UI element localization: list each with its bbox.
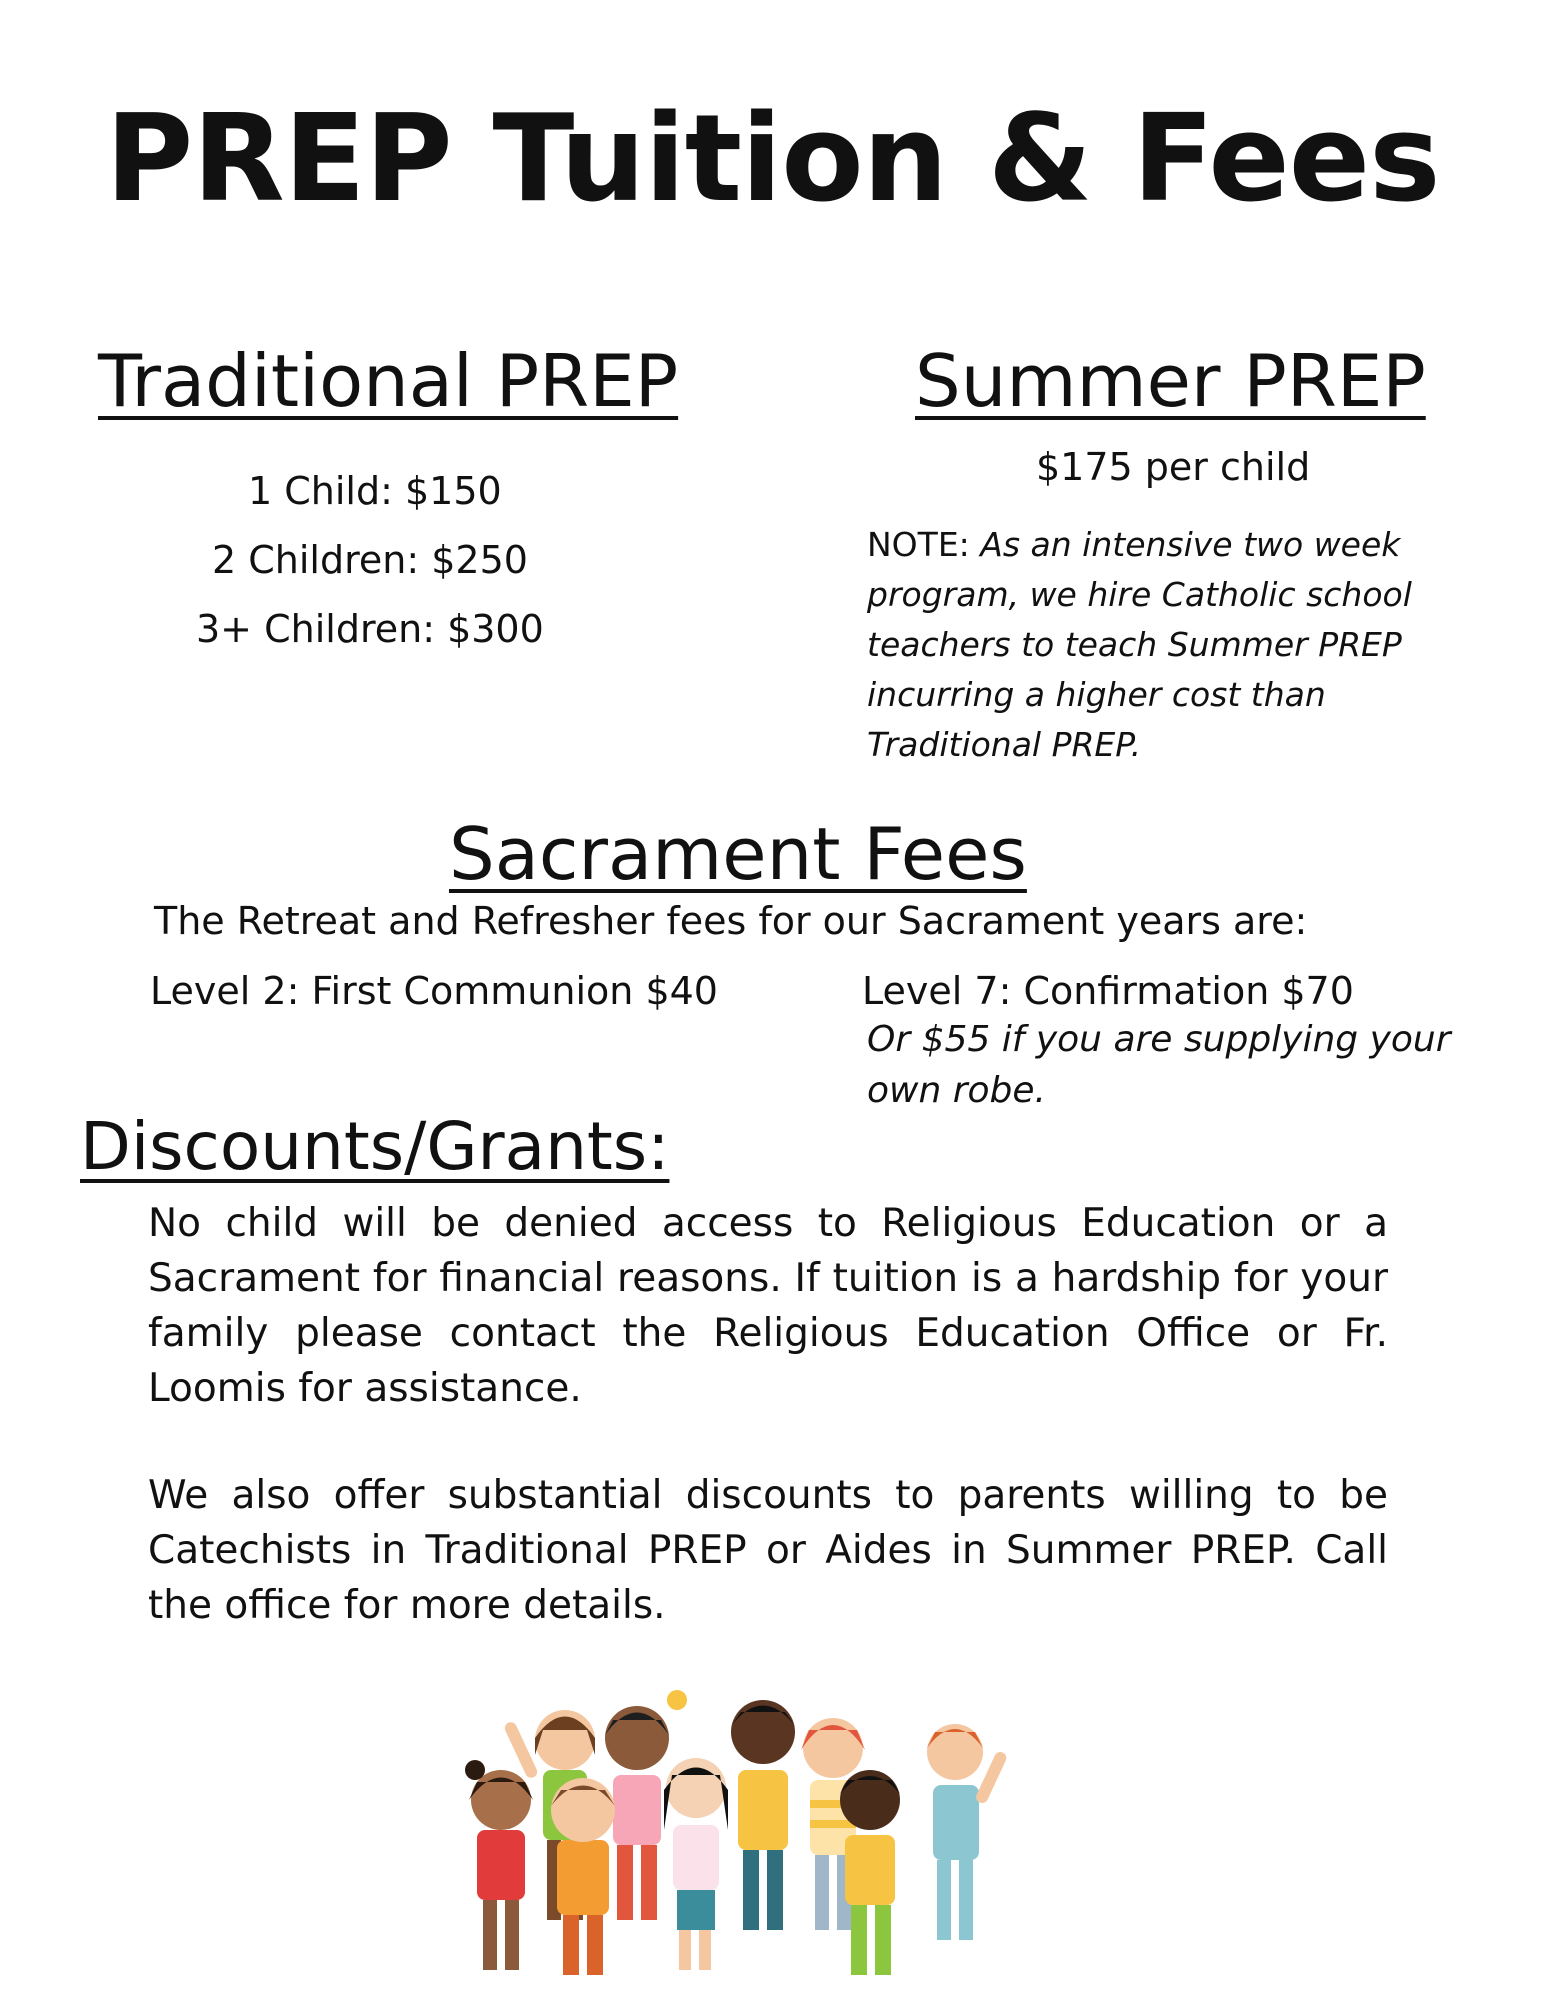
traditional-prep-heading: Traditional PREP [98, 339, 679, 423]
discounts-paragraph-1: No child will be denied access to Religious Education or a Sacrament for financial reasons. If tuition is a hardship for your family please contact the Religious Education Office or Fr. Loomis for assistance. [148, 1201, 1388, 1411]
sacrament-intro: The Retreat and Refresher fees for our Sacrament years are: [154, 899, 1308, 943]
traditional-price-1-child: 1 Child: $150 [248, 469, 502, 513]
children-group-image [455, 1660, 1035, 1980]
summer-note [867, 520, 1467, 770]
sacrament-level-7-note: Or $55 if you are supplying your own robe. [867, 1019, 1451, 1111]
child-figure [731, 1700, 795, 1930]
page-title: PREP Tuition & Fees [105, 90, 1440, 229]
child-figure [551, 1778, 615, 1975]
discounts-heading: Discounts/Grants: [80, 1108, 670, 1185]
summer-prep-heading: Summer PREP [915, 339, 1426, 423]
child-figure [465, 1760, 533, 1970]
traditional-price-2-children: 2 Children: $250 [212, 538, 528, 582]
sacrament-level-2: Level 2: First Communion $40 [150, 969, 718, 1013]
children-illustration [455, 1660, 1035, 1980]
sacrament-fees-heading: Sacrament Fees [449, 812, 1027, 896]
summer-note-label: NOTE: [867, 525, 981, 564]
child-figure [664, 1758, 728, 1970]
summer-note-body: As an intensive two week program, we hire Catholic school teachers to teach Summer PREP incurring a higher cost than Traditional PREP. [867, 525, 1412, 764]
summer-price: $175 per child [1036, 445, 1311, 489]
child-figure [840, 1770, 900, 1975]
child-figure [927, 1724, 1008, 1940]
sacrament-level-7: Level 7: Confirmation $70 [862, 969, 1354, 1013]
discounts-paragraph-2: We also offer substantial discounts to parents willing to be Catechists in Traditional PREP or Aides in Summer PREP. Call the office for more details. [148, 1473, 1388, 1628]
traditional-price-3-children: 3+ Children: $300 [196, 607, 544, 651]
